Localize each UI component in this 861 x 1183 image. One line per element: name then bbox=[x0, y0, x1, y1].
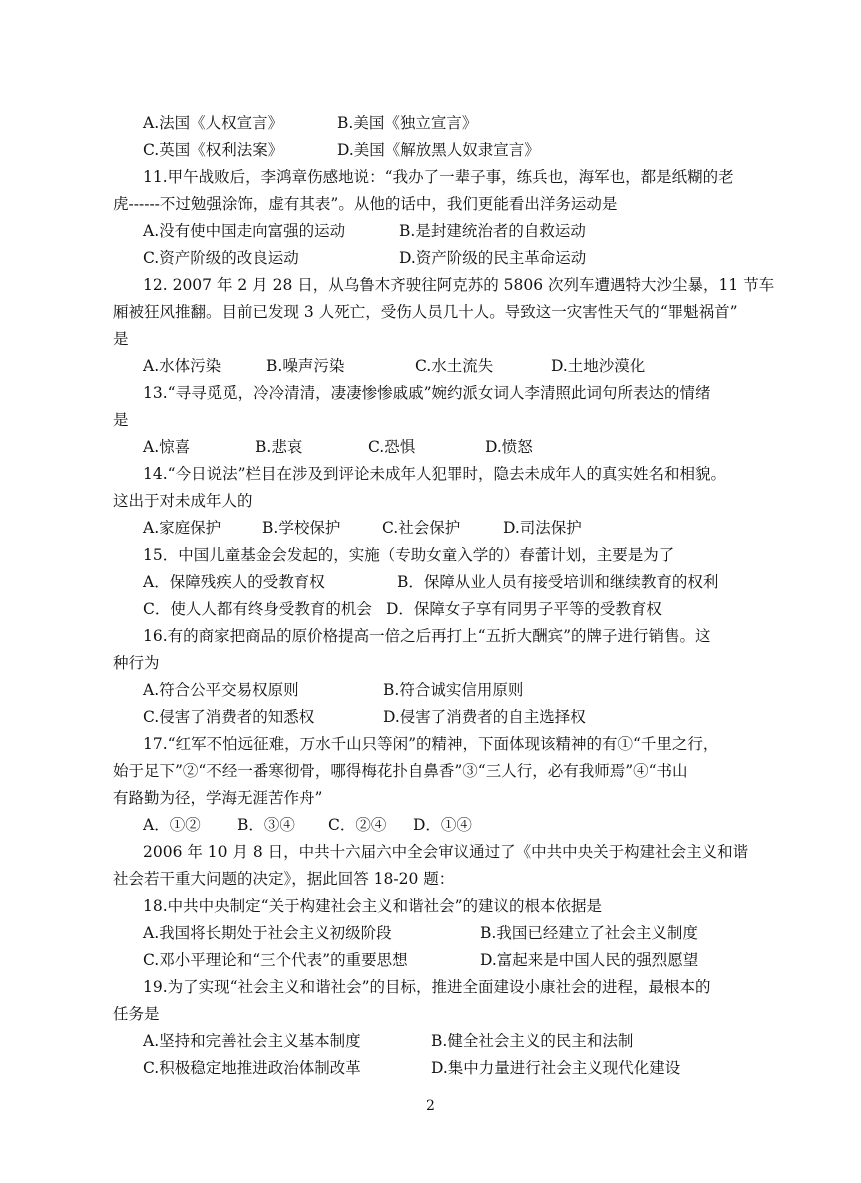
q11-option-b: B.是封建统治者的自救运动 bbox=[399, 222, 586, 240]
q19-options-row-1 bbox=[143, 1031, 763, 1051]
q16-options-row-2 bbox=[143, 707, 763, 727]
q16-stem-line-1: 16.有的商家把商品的原价格提高一倍之后再打上“五折大酬宾”的牌子进行销售。这 bbox=[143, 627, 711, 645]
q15-options-row-1 bbox=[143, 572, 763, 592]
q11-options-row-2 bbox=[143, 248, 763, 268]
q18-option-c: C.邓小平理论和“三个代表”的重要思想 bbox=[143, 951, 408, 969]
q15-option-c: C．使人人都有终身受教育的机会 bbox=[143, 600, 372, 618]
q19-option-c: C.积极稳定地推进政治体制改革 bbox=[143, 1059, 361, 1077]
q14-options-row bbox=[143, 518, 763, 538]
q11-options-row-1 bbox=[143, 221, 763, 241]
q12-options-row bbox=[143, 356, 763, 376]
q10-options-row-2 bbox=[143, 140, 763, 160]
q16-options-row-1 bbox=[143, 680, 763, 700]
q12-stem-line-2: 厢被狂风推翻。目前已发现 3 人死亡，受伤人员几十人。导致这一灾害性天气的“罪魁祸首” bbox=[113, 303, 738, 321]
q16-option-d: D.侵害了消费者的自主选择权 bbox=[383, 708, 586, 726]
q19-option-b: B.健全社会主义的民主和法制 bbox=[431, 1032, 634, 1050]
q15-stem-line-1: 15．中国儿童基金会发起的，实施（专助女童入学的）春蕾计划，主要是为了 bbox=[143, 546, 675, 564]
q12-option-d: D.土地沙漠化 bbox=[551, 357, 646, 375]
q15-option-a: A．保障残疾人的受教育权 bbox=[143, 573, 325, 591]
q13-option-b: B.悲哀 bbox=[255, 438, 303, 456]
q13-options-row bbox=[143, 437, 763, 457]
q19-stem-line-2: 任务是 bbox=[113, 1005, 160, 1023]
q15-option-d: D．保障女子享有同男子平等的受教育权 bbox=[386, 600, 662, 618]
q12-option-b: B.噪声污染 bbox=[266, 357, 345, 375]
q17-option-c: C．②④ bbox=[328, 816, 387, 834]
q12-option-a: A.水体污染 bbox=[143, 357, 222, 375]
q14-option-b: B.学校保护 bbox=[262, 519, 341, 537]
q12-option-c: C.水土流失 bbox=[415, 357, 494, 375]
q19-option-a: A.坚持和完善社会主义基本制度 bbox=[143, 1032, 361, 1050]
q14-option-a: A.家庭保护 bbox=[143, 519, 222, 537]
q16-option-b: B.符合诚实信用原则 bbox=[383, 681, 524, 699]
intro-line-1: 2006 年 10 月 8 日，中共十六届六中全会审议通过了《中共中央关于构建社会主义和谐 bbox=[143, 843, 749, 861]
q13-stem-line-2: 是 bbox=[113, 411, 129, 429]
q17-options-row bbox=[143, 815, 763, 835]
q16-option-a: A.符合公平交易权原则 bbox=[143, 681, 299, 699]
q14-stem-line-2: 这出于对未成年人的 bbox=[113, 492, 253, 510]
q12-stem-line-1: 12. 2007 年 2 月 28 日，从乌鲁木齐驶往阿克苏的 5806 次列车遭遇特大沙尘暴，11 节车 bbox=[143, 276, 775, 294]
q17-option-b: B．③④ bbox=[237, 816, 295, 834]
q10-option-a: A.法国《人权宣言》 bbox=[143, 114, 284, 132]
q14-option-d: D.司法保护 bbox=[503, 519, 582, 537]
q11-option-d: D.资产阶级的民主革命运动 bbox=[399, 249, 587, 267]
q18-options-row-1 bbox=[143, 923, 763, 943]
q17-stem-line-2: 始于足下”②“不经一番寒彻骨，哪得梅花扑自鼻香”③“三人行，必有我师焉”④“书山 bbox=[113, 762, 688, 780]
q18-option-b: B.我国已经建立了社会主义制度 bbox=[480, 924, 698, 942]
q11-option-a: A.没有使中国走向富强的运动 bbox=[143, 222, 346, 240]
q18-option-d: D.富起来是中国人民的强烈愿望 bbox=[480, 951, 699, 969]
q17-option-d: D．①④ bbox=[413, 816, 472, 834]
q17-stem-line-3: 有路勤为径，学海无涯苦作舟” bbox=[113, 789, 323, 807]
q18-stem-line-1: 18.中共中央制定“关于构建社会主义和谐社会”的建议的根本依据是 bbox=[143, 897, 603, 915]
page-number: 2 bbox=[426, 1098, 435, 1114]
q13-stem-line-1: 13.“寻寻觅觅，冷冷清清，凄凄惨惨戚戚”婉约派女词人李清照此词句所表达的情绪 bbox=[143, 384, 711, 402]
q12-stem-line-3: 是 bbox=[113, 330, 129, 348]
q10-option-b: B.美国《独立宣言》 bbox=[337, 114, 478, 132]
q10-option-d: D.美国《解放黑人奴隶宣言》 bbox=[337, 141, 540, 159]
q17-stem-line-1: 17.“红军不怕远征难，万水千山只等闲”的精神，下面体现该精神的有①“千里之行， bbox=[143, 735, 719, 753]
q14-option-c: C.社会保护 bbox=[382, 519, 461, 537]
q15-options-row-2 bbox=[143, 599, 763, 619]
q16-stem-line-2: 种行为 bbox=[113, 654, 160, 672]
q13-option-d: D.愤怒 bbox=[485, 438, 533, 456]
q13-option-a: A.惊喜 bbox=[143, 438, 191, 456]
q15-option-b: B．保障从业人员有接受培训和继续教育的权利 bbox=[397, 573, 719, 591]
q11-option-c: C.资产阶级的改良运动 bbox=[143, 249, 299, 267]
q19-options-row-2 bbox=[143, 1058, 763, 1078]
q18-options-row-2 bbox=[143, 950, 763, 970]
q19-option-d: D.集中力量进行社会主义现代化建设 bbox=[431, 1059, 681, 1077]
q16-option-c: C.侵害了消费者的知悉权 bbox=[143, 708, 315, 726]
q11-stem-line-2: 虎------不过勉强涂饰，虚有其表”。从他的话中，我们更能看出洋务运动是 bbox=[113, 195, 618, 213]
q14-stem-line-1: 14.“今日说法”栏目在涉及到评论未成年人犯罪时，隐去未成年人的真实姓名和相貌。 bbox=[143, 465, 727, 483]
q10-option-c: C.英国《权利法案》 bbox=[143, 141, 284, 159]
intro-line-2: 社会若干重大问题的决定》，据此回答 18-20 题： bbox=[113, 870, 455, 888]
q11-stem-line-1: 11.甲午战败后，李鸿章伤感地说：“我办了一辈子事，练兵也，海军也，都是纸糊的老 bbox=[143, 168, 734, 186]
q19-stem-line-1: 19.为了实现“社会主义和谐社会”的目标，推进全面建设小康社会的进程，最根本的 bbox=[143, 978, 711, 996]
q17-option-a: A．①② bbox=[143, 816, 201, 834]
q18-option-a: A.我国将长期处于社会主义初级阶段 bbox=[143, 924, 392, 942]
q10-options-row-1 bbox=[143, 113, 763, 133]
q13-option-c: C.恐惧 bbox=[368, 438, 416, 456]
